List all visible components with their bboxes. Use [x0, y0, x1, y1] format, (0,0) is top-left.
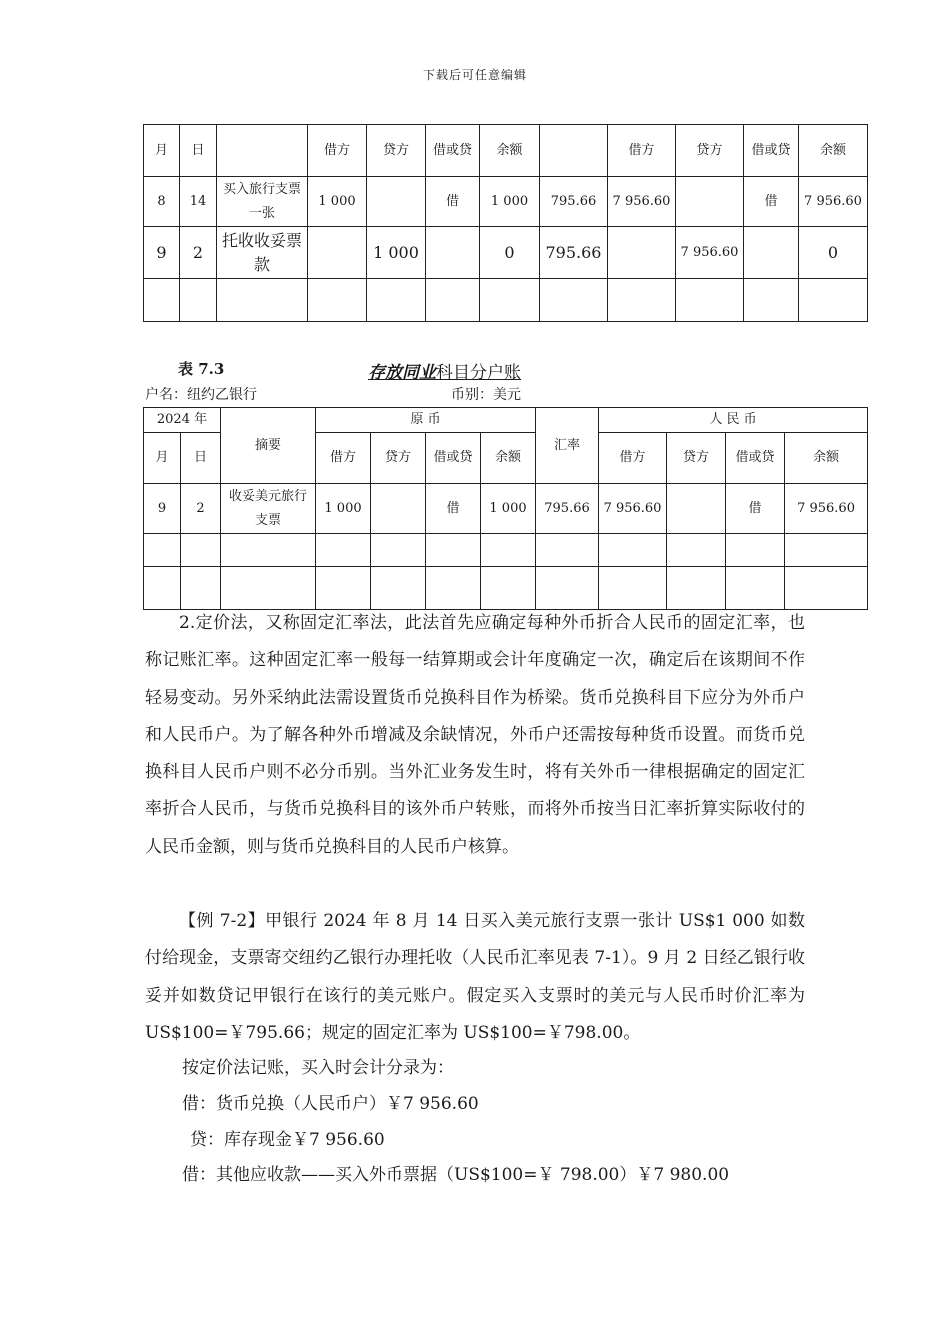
header-cell: 贷方 [676, 125, 744, 177]
cell [426, 227, 480, 279]
cell: 1 000 [481, 484, 536, 534]
rate-header: 汇率 [536, 408, 599, 484]
currency-type: 币别：美元 [451, 387, 521, 403]
header-cell: 借方 [608, 125, 676, 177]
cell [676, 177, 744, 227]
table-row [144, 227, 868, 279]
cell: 收妥美元旅行支票 [221, 484, 316, 534]
header-cell: 日 [180, 125, 217, 177]
table-caption [0, 358, 950, 382]
cell [608, 227, 676, 279]
entry-credit-cash: 贷：库存现金￥7 956.60 [190, 1130, 385, 1150]
cell: 9 [144, 484, 181, 534]
header-cell: 借或贷 [426, 433, 481, 484]
cell: 7 956.60 [799, 177, 868, 227]
cell: 1 000 [480, 177, 540, 227]
header-cell: 月 [144, 125, 180, 177]
cell: 7 956.60 [599, 484, 667, 534]
cell: 1 000 [367, 227, 426, 279]
header-cell: 余额 [481, 433, 536, 484]
page-header: 下载后可任意编辑 [422, 68, 527, 82]
header-cell: 贷方 [667, 433, 726, 484]
cell: 借 [426, 177, 480, 227]
summary-header: 摘要 [221, 408, 316, 484]
cell: 795.66 [540, 227, 608, 279]
cell: 8 [144, 177, 180, 227]
header-cell [217, 125, 308, 177]
entry-debit-receivable: 借：其他应收款——买入外币票据（US$100=￥ 798.00）￥7 980.00 [182, 1165, 730, 1185]
paragraph-pricing-method: 2.定价法，又称固定汇率法，此法首先应确定每种外币折合人民币的固定汇率，也称记账汇率。这种固定汇率一般每一结算期或会计年度确定一次，确定后在该期间不作轻易变动。另外采纳此法需设置货币兑换科目作为桥梁。货币兑换科目下应分为外币户和人民币户。为了解各种外币增减及余缺情况，外币户还需按每种货币设置。而货币兑换科目人民币户则不必分币别。当外汇业务发生时，将有关外币一律根据确定的固定汇率折合人民币，与货币兑换科目的该外币户转账，而将外币按当日汇率折算实际收付的人民币金额，则与货币兑换科目的人民币户核算。 [145, 613, 805, 857]
table-title-rest: 科目分户账 [436, 363, 521, 383]
table-title-bold: 存放同业 [368, 363, 436, 383]
table-title [368, 358, 521, 383]
header-cell: 借或贷 [744, 125, 799, 177]
empty-row [144, 567, 868, 610]
cell: 0 [799, 227, 868, 279]
header-cell: 日 [181, 433, 221, 484]
year-cell: 2024 年 [144, 408, 221, 433]
cell: 14 [180, 177, 217, 227]
table-number: 表 7.3 [178, 360, 225, 378]
cell: 1 000 [316, 484, 371, 534]
cell [667, 484, 726, 534]
header-cell: 借或贷 [426, 125, 480, 177]
cell: 9 [144, 227, 180, 279]
header-cell: 余额 [799, 125, 868, 177]
cell: 7 956.60 [676, 227, 744, 279]
cell: 0 [480, 227, 540, 279]
cell: 7 956.60 [785, 484, 868, 534]
cell: 2 [180, 227, 217, 279]
original-currency-header: 原 币 [316, 408, 536, 433]
header-cell: 贷方 [371, 433, 426, 484]
header-cell: 月 [144, 433, 181, 484]
cell [744, 227, 799, 279]
cell: 1 000 [308, 177, 367, 227]
header-cell: 借方 [316, 433, 371, 484]
cell [371, 484, 426, 534]
table-row [144, 484, 868, 534]
cell [367, 177, 426, 227]
header-cell: 借方 [308, 125, 367, 177]
header-cell: 余额 [785, 433, 868, 484]
header-cell [540, 125, 608, 177]
ledger-table-continued [143, 124, 868, 322]
account-name: 户名：纽约乙银行 [145, 387, 257, 403]
header-cell: 贷方 [367, 125, 426, 177]
empty-row [144, 279, 868, 322]
cell: 7 956.60 [608, 177, 676, 227]
cell: 借 [744, 177, 799, 227]
empty-row [144, 534, 868, 567]
header-cell: 借方 [599, 433, 667, 484]
table-header-row [144, 408, 868, 433]
table-header-row [144, 125, 868, 177]
entry-debit-exchange: 借：货币兑换（人民币户）￥7 956.60 [182, 1094, 479, 1114]
cell: 买入旅行支票一张 [217, 177, 308, 227]
cell: 795.66 [536, 484, 599, 534]
cell [308, 227, 367, 279]
rmb-header: 人 民 币 [599, 408, 868, 433]
cell: 795.66 [540, 177, 608, 227]
cell: 借 [426, 484, 481, 534]
entry-intro: 按定价法记账，买入时会计分录为： [182, 1058, 454, 1078]
header-cell: 借或贷 [726, 433, 785, 484]
cell: 托收收妥票款 [217, 227, 308, 279]
ledger-table-7-3 [143, 407, 868, 610]
cell: 借 [726, 484, 785, 534]
cell: 2 [181, 484, 221, 534]
header-cell: 余额 [480, 125, 540, 177]
paragraph-example-7-2: 【例 7-2】甲银行 2024 年 8 月 14 日买入美元旅行支票一张计 US$1 000 如数付给现金，支票寄交纽约乙银行办理托收（人民币汇率见表 7-1）。9 月 2 日经乙银行收妥并如数贷记甲银行在该行的美元账户。假定买入支票时的美元与人民币时价汇率为 US$100=￥795.66；规定的固定汇率为 US$100=￥798.00。 [145, 911, 805, 1043]
table-row [144, 177, 868, 227]
